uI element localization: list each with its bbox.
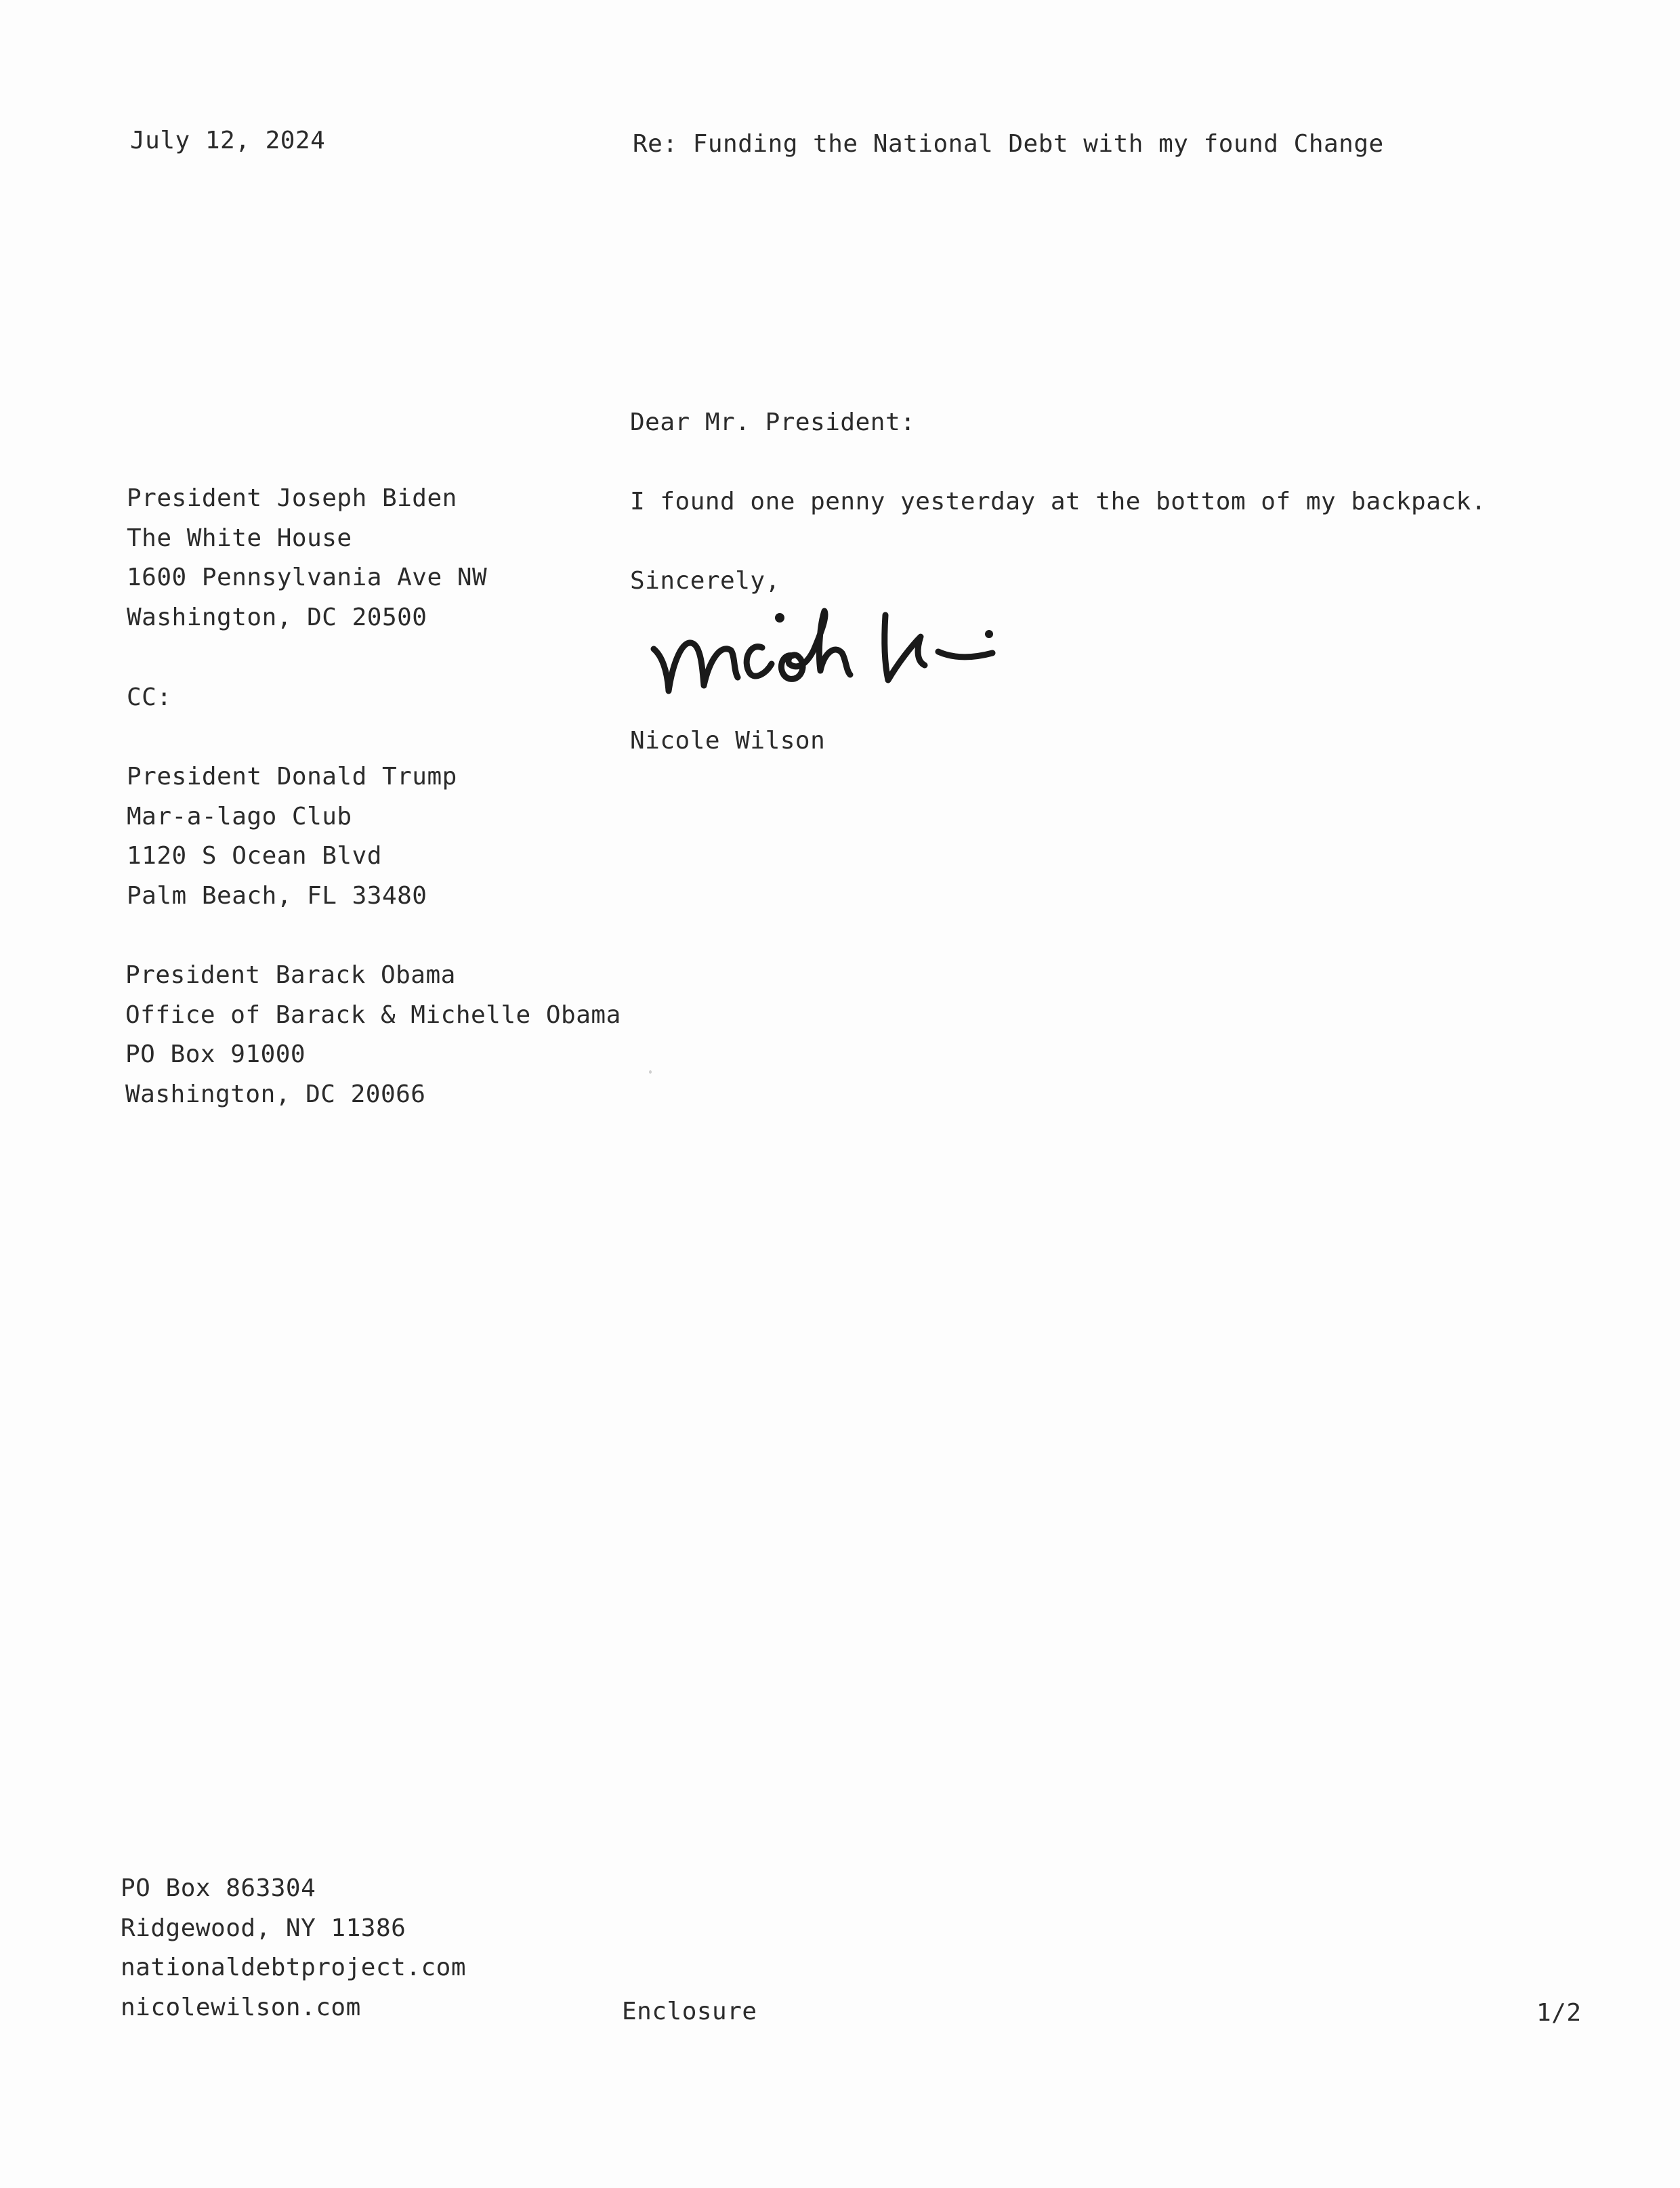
recipient-address xyxy=(127,486,487,645)
handwritten-signature xyxy=(647,596,1006,704)
enclosure-note: Enclosure xyxy=(622,1998,757,2025)
address-line: PO Box 863304 xyxy=(121,1874,316,1902)
address-line: PO Box 91000 xyxy=(125,1040,306,1068)
address-line: President Barack Obama xyxy=(125,961,456,989)
letter-subject: Re: Funding the National Debt with my found Change xyxy=(633,130,1384,158)
letter-body: I found one penny yesterday at the bottom of my backpack. xyxy=(630,488,1486,516)
signature-name: Nicole Wilson xyxy=(630,727,826,755)
salutation: Dear Mr. President: xyxy=(630,408,916,436)
paper-speck xyxy=(649,1070,652,1074)
cc-address-obama xyxy=(125,963,621,1122)
address-line: President Joseph Biden xyxy=(127,484,457,512)
website-link: nicolewilson.com xyxy=(121,1993,361,2021)
cc-address-trump xyxy=(127,765,457,923)
address-line: Ridgewood, NY 11386 xyxy=(121,1914,406,1942)
address-line: Mar-a-lago Club xyxy=(127,802,352,830)
address-line: Washington, DC 20066 xyxy=(125,1080,426,1108)
address-line: 1600 Pennsylvania Ave NW xyxy=(127,564,488,591)
closing: Sincerely, xyxy=(630,567,780,595)
page-number: 1/2 xyxy=(1536,1999,1582,2027)
address-line: The White House xyxy=(127,524,352,552)
letter-date: July 12, 2024 xyxy=(130,127,326,154)
address-line: Washington, DC 20500 xyxy=(127,603,427,631)
sender-address xyxy=(121,1876,466,2035)
address-line: Palm Beach, FL 33480 xyxy=(127,881,427,910)
website-link: nationaldebtproject.com xyxy=(121,1954,466,1981)
address-line: President Donald Trump xyxy=(127,763,457,791)
cc-label: CC: xyxy=(127,683,172,711)
address-line: Office of Barack & Michelle Obama xyxy=(125,1001,621,1029)
address-line: 1120 S Ocean Blvd xyxy=(127,842,382,870)
